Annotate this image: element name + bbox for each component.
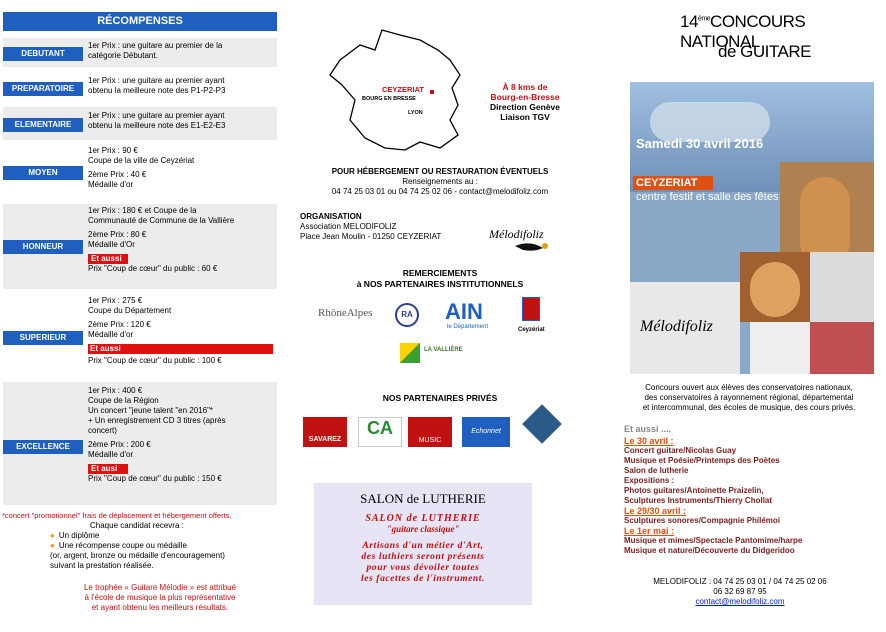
event-date: Samedi 30 avril 2016	[636, 136, 764, 151]
level-label: DEBUTANT	[3, 47, 83, 61]
level-row-moyen	[3, 144, 277, 202]
salon-subtitle: SALON de LUTHERIE	[365, 513, 481, 524]
music-logo: MUSIC	[408, 417, 452, 447]
distance-info: À 8 kms de Bourg-en-Bresse Direction Genève Liaison TGV	[490, 82, 560, 122]
extra-prize: Prix "Coup de cœur" du public : 60 €	[88, 264, 218, 273]
france-map	[320, 20, 470, 160]
et-aussi: Et aussi ....	[624, 424, 672, 434]
salon-text: Artisans d'un métier d'Art, des luthiers seront présents pour vous dévoiler toutes les facettes de l'instrument.	[360, 541, 485, 584]
extra-prize: Prix "Coup de cœur" du public : 150 €	[88, 474, 222, 483]
extra-prize: Prix "Coup de cœur" du public : 100 €	[88, 356, 222, 365]
candidat-list: Chaque candidat recevra : ● Un diplôme ● Une récompense coupe ou médaille (or, argent, bronze ou médaille d'encouragement) suivant la prestation réalisée.	[50, 521, 225, 570]
events-list: Le 30 avril : Concert guitare/Nicolas Guay Musique et Poésie/Printemps des Poètes Salon de lutherie Expositions : Photos guitares/Antoinette Praizelin, Sculptures Instruments/Thierry Chollat Le 29/30 avril : Sculptures sonores/Compagnie Philémoi Le 1er mai : Musique et mimes/Spectacle Pantomime/harpe Musique et nature/Découverte du Didgeridoo	[624, 436, 803, 555]
map-city-label: CEYZERIAT	[382, 85, 424, 94]
map-city3-label: LYON	[408, 110, 423, 116]
ra-circle-logo: RA	[395, 303, 419, 327]
echonnet-logo: Echonnet	[462, 417, 510, 447]
ain-subtitle: le Département	[447, 324, 489, 330]
level-row-excellence	[3, 382, 277, 506]
extra-tag: Et aussi	[88, 254, 128, 264]
level-desc: 1er Prix : une guitare au premier ayant obtenu la meilleure note des E1-E2-E3	[88, 111, 226, 130]
ceyzeriat-crest	[522, 297, 540, 321]
event-venue: centre festif et salle des fêtes	[636, 191, 779, 203]
remerciements: REMERCIEMENTS à NOS PARTENAIRES INSTITUTIONNELS	[356, 268, 524, 289]
map-marker	[430, 90, 434, 94]
salon-title: SALON de LUTHERIE	[360, 491, 486, 506]
institutional-partners	[300, 295, 580, 370]
concours-subtitle: de GUITARE	[718, 42, 811, 61]
map-city2-label: BOURG EN BRESSE	[362, 96, 416, 102]
level-row-preparatoire	[3, 72, 277, 104]
level-desc: 1er Prix : 180 € et Coupe de la Communauté de Commune de la Vallière 2ème Prix : 80 € Médaille d'Or Et aussi Prix "Coup de cœur" du public : 60 €	[88, 206, 275, 274]
recompenses-header: RÉCOMPENSES	[3, 12, 277, 31]
level-row-honneur	[3, 204, 277, 290]
salon-subtitle-2: "guitare classique"	[386, 524, 460, 534]
level-row-elementaire	[3, 107, 277, 141]
level-desc: 1er Prix : une guitare au premier ayant obtenu la meilleure note des P1-P2-P3	[88, 76, 226, 95]
doz-logo	[522, 404, 562, 444]
intro-text: Concours ouvert aux élèves des conservatoires nationaux, des conservatoires à rayonnement régional, départemental et intercommunal, des écoles de musique, des cours privés.	[642, 383, 856, 412]
melodifoliz-logo	[485, 216, 565, 256]
savarez-logo: SAVAREZ	[303, 417, 347, 447]
private-partners	[300, 405, 580, 455]
valliere-label: LA VALLIÈRE	[424, 347, 463, 353]
level-desc: 1er Prix : 90 € Coupe de la ville de Ceyzériat 2ème Prix : 40 € Médaille d'or	[88, 146, 195, 189]
concours-title: 14èmeCONCOURS NATIONAL	[680, 12, 806, 51]
hebergement-block: POUR HÉBERGEMENT OU RESTAURATION ÉVENTUELS Renseignements au : 04 74 25 03 01 ou 04 74 25 02 06 - contact@melodifoliz.com	[331, 167, 549, 196]
level-desc: 1er Prix : 400 € Coupe de la Région Un concert "jeune talent "en 2016"* + Un enregistrement CD 3 titres (après concert) 2ème Prix : 200 € Médaille d'or Et ausi Prix "Coup de cœur" du public : 150 €	[88, 386, 275, 484]
rhone-alpes-logo: RhôneAlpes	[318, 307, 373, 319]
level-label: PREPARATOIRE	[3, 82, 83, 96]
level-label: MOYEN	[3, 166, 83, 180]
event-city: CEYZERIAT	[633, 176, 713, 190]
promo-note: *concert "promotionnel" frais de déplacement et hébergement offerts.	[2, 511, 232, 520]
svg-text:Mélodifoliz: Mélodifoliz	[489, 227, 544, 241]
level-row-debutant	[3, 38, 277, 68]
contact-block: MELODIFOLIZ : 04 74 25 03 01 / 04 74 25 02 06 06 32 69 87 95 contact@melodifoliz.com	[630, 577, 850, 607]
salon-lutherie-box	[314, 483, 532, 605]
contact-email-link[interactable]: contact@melodifoliz.com	[695, 597, 785, 606]
level-label: SUPERIEUR	[3, 331, 83, 345]
extra-tag: Et aussi	[88, 344, 273, 354]
credit-agricole-logo: CA	[358, 417, 402, 447]
level-row-superieur	[3, 293, 277, 379]
melodifoliz-logo-large: Mélodifoliz	[640, 318, 713, 335]
private-partners-title: NOS PARTENAIRES PRIVÉS	[382, 393, 498, 403]
level-desc: 1er Prix : une guitare au premier de la catégorie Débutant.	[88, 41, 223, 60]
valliere-logo-icon	[400, 343, 420, 363]
trophee-text: Le trophée « Guitare Mélodie » est attribué à l'école de musique la plus représentative et ayant obtenu les meilleurs résultats.	[83, 583, 237, 612]
level-label: HONNEUR	[3, 240, 83, 254]
level-desc: 1er Prix : 275 € Coupe du Département 2ème Prix : 120 € Médaille d'or Et aussi Prix "Coup de cœur" du public : 100 €	[88, 296, 275, 366]
extra-tag: Et ausi	[88, 464, 128, 474]
ain-logo: AIN	[445, 299, 483, 324]
organisation-block: ORGANISATION Association MELODIFOLIZ Place Jean Moulin - 01250 CEYZERIAT	[300, 212, 442, 241]
level-label: ELEMENTAIRE	[3, 118, 83, 132]
level-label: EXCELLENCE	[3, 440, 83, 454]
ceyzeriat-label: Ceyzériat	[518, 327, 545, 333]
